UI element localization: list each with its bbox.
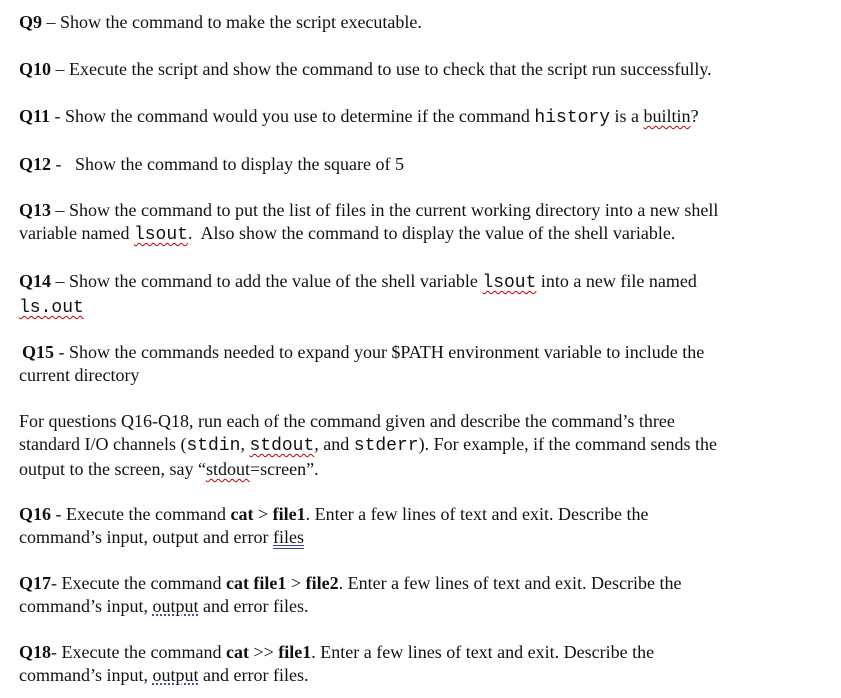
instructions-text: ,	[240, 434, 250, 454]
question-q13	[19, 199, 819, 247]
question-text: >	[286, 573, 306, 593]
question-text: is a	[610, 106, 644, 126]
question-q14	[19, 270, 819, 320]
instructions-line: For questions Q16-Q18, run each of the command given and describe the command’s three	[19, 411, 675, 431]
question-text: - Execute the command	[51, 573, 226, 593]
grammar-word: output	[152, 596, 199, 616]
question-q17	[19, 572, 819, 618]
grammar-word: files	[272, 527, 304, 547]
command-keyword: cat file1	[225, 573, 287, 593]
instructions-text: ). For example, if the command sends the	[418, 434, 718, 454]
question-text: – Show the command to add the value of the shell variable	[51, 271, 483, 291]
inline-code: stdin	[186, 436, 241, 456]
command-keyword: file1	[278, 642, 312, 662]
question-q10	[19, 58, 819, 81]
question-q9	[19, 11, 819, 34]
question-number: Q15	[22, 342, 55, 362]
question-text: >	[253, 504, 273, 524]
question-text: - Execute the command	[51, 642, 226, 662]
question-text: . Also show the command to display the value of the shell variable.	[187, 223, 676, 243]
question-q16	[19, 503, 819, 549]
question-text: >>	[248, 642, 279, 662]
question-text: command’s input,	[19, 596, 153, 616]
grammar-word: output	[152, 665, 199, 685]
question-text: current directory	[19, 365, 140, 385]
question-text: ?	[690, 106, 699, 126]
instructions-text: , and	[314, 434, 354, 454]
question-q12	[19, 153, 819, 176]
inline-code: ls.out	[19, 298, 84, 318]
question-number: Q12	[19, 154, 52, 174]
inline-code: stdout	[249, 436, 315, 456]
question-text: . Enter a few lines of text and exit. Describe the	[305, 504, 649, 524]
instructions-text: standard I/O channels (	[19, 434, 187, 454]
question-text: and error files.	[198, 665, 309, 685]
question-text: into a new file named	[536, 271, 697, 291]
question-number: Q16	[19, 504, 52, 524]
inline-code: lsout	[133, 225, 188, 245]
question-text: – Execute the script and show the command to use to check that the script run successfully.	[51, 59, 712, 79]
question-number: Q17	[19, 573, 52, 593]
inline-code: history	[534, 108, 611, 128]
command-keyword: cat	[225, 642, 249, 662]
inline-code: lsout	[482, 273, 537, 293]
question-text: variable named	[19, 223, 134, 243]
question-number: Q11	[19, 106, 51, 126]
question-text: - Show the command would you use to determine if the command	[50, 106, 535, 126]
inline-code: stderr	[353, 436, 419, 456]
question-text: - Show the commands needed to expand your $PATH environment variable to include the	[54, 342, 705, 362]
question-text: – Show the command to make the script executable.	[42, 12, 422, 32]
question-text: . Enter a few lines of text and exit. Describe the	[311, 642, 655, 662]
instructions-text: =screen”.	[249, 459, 319, 479]
question-number: Q9	[19, 12, 43, 32]
question-text: command’s input, output and error	[19, 527, 273, 547]
question-number: Q10	[19, 59, 52, 79]
question-text: . Enter a few lines of text and exit. Describe the	[338, 573, 682, 593]
question-text: - Execute the command	[51, 504, 231, 524]
question-q15-continued	[19, 364, 819, 387]
instructions-paragraph	[19, 410, 819, 481]
question-q15	[22, 341, 822, 364]
question-number: Q18	[19, 642, 52, 662]
command-keyword: file1	[272, 504, 306, 524]
question-number: Q13	[19, 200, 52, 220]
question-text: - Show the command to display the square of 5	[51, 154, 404, 174]
question-number: Q14	[19, 271, 52, 291]
question-text: and error files.	[198, 596, 309, 616]
spellcheck-word: builtin	[643, 106, 691, 126]
instructions-text: output to the screen, say “	[19, 459, 206, 479]
question-text: command’s input,	[19, 665, 153, 685]
question-q11	[19, 105, 819, 130]
question-q18	[19, 641, 819, 687]
question-text: – Show the command to put the list of files in the current working directory into a new shell	[51, 200, 719, 220]
command-keyword: file2	[305, 573, 339, 593]
command-keyword: cat	[230, 504, 254, 524]
spellcheck-word: stdout	[205, 459, 250, 479]
